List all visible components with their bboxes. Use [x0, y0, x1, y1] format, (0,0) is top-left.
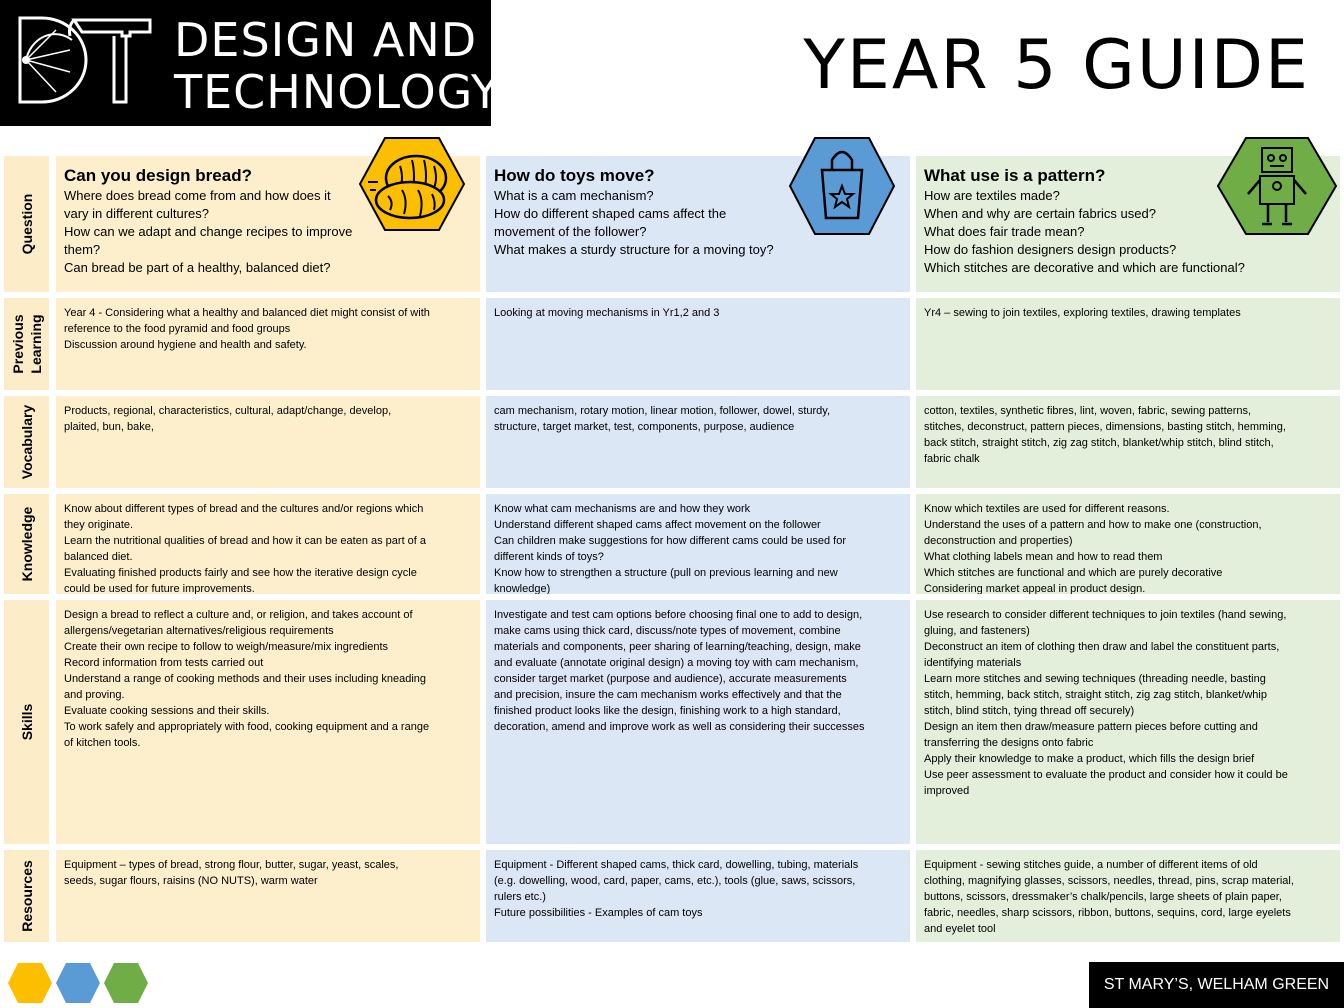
row-label-question-text: Question: [18, 193, 35, 255]
knowledge-line: Know about different types of bread and the cultures and/or regions which: [64, 503, 424, 515]
question-line: What does fair trade mean?: [924, 224, 1085, 239]
knowledge-line: balanced diet.: [64, 551, 133, 563]
question-line: Can bread be part of a healthy, balanced diet?: [64, 260, 331, 275]
question-line: How can we adapt and change recipes to improve: [64, 224, 353, 239]
skills-line: To work safely and appropriately with food, cooking equipment and a range: [64, 721, 430, 733]
header-banner: [0, 0, 501, 126]
question-line: How do fashion designers design products?: [924, 242, 1177, 257]
previous-learning-line: Discussion around hygiene and health and safety.: [64, 339, 307, 351]
question-title: How do toys move?: [494, 166, 655, 185]
skills-line: Record information from tests carried out: [64, 657, 264, 669]
vocabulary-line: Products, regional, characteristics, cultural, adapt/change, develop,: [64, 405, 392, 417]
resources-line: Equipment - Different shaped cams, thick card, dowelling, tubing, materials: [494, 859, 859, 871]
vocabulary-line: plaited, bun, bake,: [64, 421, 154, 433]
knowledge-line: Evaluating finished products fairly and see how the iterative design cycle: [64, 567, 417, 579]
resources-line: Equipment – types of bread, strong flour, butter, sugar, yeast, scales,: [64, 859, 399, 871]
year-guide-title: YEAR 5 GUIDE: [803, 26, 1310, 105]
skills-cell-pattern: [916, 600, 1340, 844]
row-label-vocabulary: [4, 396, 49, 488]
subject-title-line2: TECHNOLOGY: [174, 65, 501, 119]
skills-line: make cams using thick card, discuss/note types of movement, combine: [494, 625, 841, 637]
knowledge-line: Understand different shaped cams affect movement on the follower: [494, 519, 821, 531]
question-title: What use is a pattern?: [924, 166, 1106, 185]
question-line: movement of the follower?: [494, 224, 647, 239]
skills-line: Design an item then draw/measure pattern pieces before cutting and: [924, 721, 1258, 733]
resources-line: and eyelet tool: [924, 923, 996, 935]
skills-line: materials and components, peer sharing of learning/teaching, design, make: [494, 641, 861, 653]
knowledge-line: could be used for future improvements.: [64, 583, 255, 594]
question-line: Where does bread come from and how does it: [64, 188, 331, 203]
row-label-resources: [4, 850, 49, 942]
question-line: them?: [64, 242, 101, 257]
previous-learning-cell-bread: [56, 298, 480, 390]
vocabulary-line: structure, target market, test, components, purpose, audience: [494, 421, 795, 433]
skills-line: and precision, insure the cam mechanism works effectively and that the: [494, 689, 842, 701]
row-label-skills-text: Skills: [18, 703, 35, 741]
skills-line: Evaluate cooking sessions and their skills.: [64, 705, 270, 717]
resources-line: (e.g. dowelling, wood, card, paper, cams, etc.), tools (glue, saws, scissors,: [494, 875, 856, 887]
vocabulary-line: cam mechanism, rotary motion, linear motion, follower, dowel, sturdy,: [494, 405, 831, 417]
vocabulary-line: back stitch, straight stitch, zig zag stitch, blanket/whip stitch, blind stitch,: [924, 437, 1274, 449]
skills-line: Use research to consider different techniques to join textiles (hand sewing,: [924, 609, 1287, 621]
question-line: vary in different cultures?: [64, 206, 209, 221]
robot-icon: [1216, 136, 1338, 236]
knowledge-line: Know how to strengthen a structure (pull on previous learning and new: [494, 567, 838, 579]
knowledge-line: different kinds of toys?: [494, 551, 604, 563]
skills-cell-toys: [486, 600, 910, 844]
question-title: Can you design bread?: [64, 166, 252, 185]
skills-line: finished product looks like the design, finishing work to a high standard,: [494, 705, 841, 717]
resources-line: fabric, needles, sharp scissors, ribbon, buttons, sequins, cord, large eyelets: [924, 907, 1291, 919]
skills-line: Design a bread to reflect a culture and, or religion, and takes account of: [64, 609, 413, 621]
skills-line: Use peer assessment to evaluate the product and consider how it could be: [924, 769, 1288, 781]
subject-title: [174, 14, 500, 118]
skills-line: transferring the designs onto fabric: [924, 737, 1094, 749]
knowledge-line: Know which textiles are used for different reasons.: [924, 503, 1170, 515]
knowledge-line: Learn the nutritional qualities of bread and how it can be eaten as part of a: [64, 535, 427, 547]
previous-learning-line: Year 4 - Considering what a healthy and balanced diet might consist of with: [64, 307, 430, 319]
resources-line: buttons, scissors, dressmaker’s chalk/pencils, large sheets of plain paper,: [924, 891, 1282, 903]
knowledge-line: deconstruction and properties): [924, 535, 1073, 547]
vocabulary-cell-toys: [486, 396, 910, 488]
skills-line: identifying materials: [924, 657, 1022, 669]
resources-cell-bread: [56, 850, 480, 942]
question-line: Which stitches are decorative and which are functional?: [924, 260, 1245, 275]
knowledge-line: they originate.: [64, 519, 134, 531]
resources-cell-pattern: [916, 850, 1340, 942]
knowledge-cell-pattern: [916, 494, 1340, 594]
question-line: How are textiles made?: [924, 188, 1060, 203]
skills-line: Understand a range of cooking methods and their uses including kneading: [64, 673, 427, 685]
previous-learning-line: Looking at moving mechanisms in Yr1,2 and 3: [494, 307, 720, 319]
row-label-previous-line2: Learning: [27, 314, 44, 374]
skills-line: consider target market (purpose and audience), accurate measurements: [494, 673, 847, 685]
skills-line: gluing, and fasteners): [924, 625, 1030, 637]
skills-line: Investigate and test cam options before choosing final one to add to design,: [494, 609, 863, 621]
school-name-badge: ST MARY’S, WELHAM GREEN: [1089, 962, 1344, 1008]
vocabulary-line: cotton, textiles, synthetic fibres, lint, woven, fabric, sewing patterns,: [924, 405, 1252, 417]
row-label-knowledge-text: Knowledge: [18, 506, 35, 582]
row-label-resources-text: Resources: [18, 860, 35, 932]
skills-line: Apply their knowledge to make a product, which fills the design brief: [924, 753, 1255, 765]
vocabulary-line: stitches, deconstruct, pattern pieces, dimensions, basting stitch, hemming,: [924, 421, 1286, 433]
resources-line: rulers etc.): [494, 891, 546, 903]
bread-icon: [358, 136, 466, 232]
skills-line: of kitchen tools.: [64, 737, 141, 749]
knowledge-line: Know what cam mechanisms are and how they work: [494, 503, 751, 515]
resources-line: clothing, magnifying glasses, scissors, needles, thread, pins, scrap material,: [924, 875, 1294, 887]
footer-hexagons-icon: [8, 962, 153, 1004]
vocabulary-line: fabric chalk: [924, 453, 980, 465]
row-label-previous-learning: [4, 298, 49, 390]
subject-title-line1: DESIGN AND: [174, 13, 478, 67]
knowledge-line: Considering market appeal in product design.: [924, 583, 1146, 594]
resources-line: Equipment - sewing stitches guide, a number of different items of old: [924, 859, 1258, 871]
skills-cell-bread: [56, 600, 480, 844]
row-label-skills: [4, 600, 49, 844]
row-label-previous-learning-text: [9, 314, 45, 373]
vocabulary-cell-bread: [56, 396, 480, 488]
dt-hammer-logo-icon: [12, 10, 157, 110]
row-label-question: [4, 156, 49, 292]
skills-line: Create their own recipe to follow to weigh/measure/mix ingredients: [64, 641, 389, 653]
skills-line: stitch, hemming, back stitch, straight stitch, zig zag stitch, blanket/whip: [924, 689, 1267, 701]
skills-line: decoration, amend and improve work as well as considering their successes: [494, 721, 865, 733]
skills-line: Deconstruct an item of clothing then draw and label the constituent parts,: [924, 641, 1280, 653]
previous-learning-line: Yr4 – sewing to join textiles, exploring textiles, drawing templates: [924, 307, 1241, 319]
shopping-bag-star-icon: [788, 136, 896, 236]
knowledge-line: Understand the uses of a pattern and how to make one (construction,: [924, 519, 1262, 531]
skills-line: Learn more stitches and sewing techniques (threading needle, basting: [924, 673, 1266, 685]
resources-line: Future possibilities - Examples of cam toys: [494, 907, 703, 919]
row-label-vocabulary-text: Vocabulary: [18, 404, 35, 480]
knowledge-line: Can children make suggestions for how different cams could be used for: [494, 535, 846, 547]
knowledge-cell-toys: [486, 494, 910, 594]
previous-learning-cell-pattern: [916, 298, 1340, 390]
resources-cell-toys: [486, 850, 910, 942]
skills-line: and evaluate (annotate original design) a moving toy with cam mechanism,: [494, 657, 859, 669]
row-label-previous-line1: Previous: [9, 314, 26, 374]
question-line: What is a cam mechanism?: [494, 188, 654, 203]
resources-line: seeds, sugar flours, raisins (NO NUTS), warm water: [64, 875, 318, 887]
skills-line: stitch, blind stitch, tying thread off securely): [924, 705, 1135, 717]
question-line: What makes a sturdy structure for a moving toy?: [494, 242, 774, 257]
previous-learning-line: reference to the food pyramid and food groups: [64, 323, 291, 335]
row-label-knowledge: [4, 494, 49, 594]
knowledge-line: Which stitches are functional and which are purely decorative: [924, 567, 1223, 579]
skills-line: improved: [924, 785, 970, 797]
knowledge-line: knowledge): [494, 583, 551, 594]
skills-line: allergens/vegetarian alternatives/religious requirements: [64, 625, 334, 637]
question-line: When and why are certain fabrics used?: [924, 206, 1156, 221]
skills-line: and proving.: [64, 689, 125, 701]
knowledge-line: What clothing labels mean and how to read them: [924, 551, 1163, 563]
question-line: How do different shaped cams affect the: [494, 206, 727, 221]
knowledge-cell-bread: [56, 494, 480, 594]
previous-learning-cell-toys: [486, 298, 910, 390]
vocabulary-cell-pattern: [916, 396, 1340, 488]
